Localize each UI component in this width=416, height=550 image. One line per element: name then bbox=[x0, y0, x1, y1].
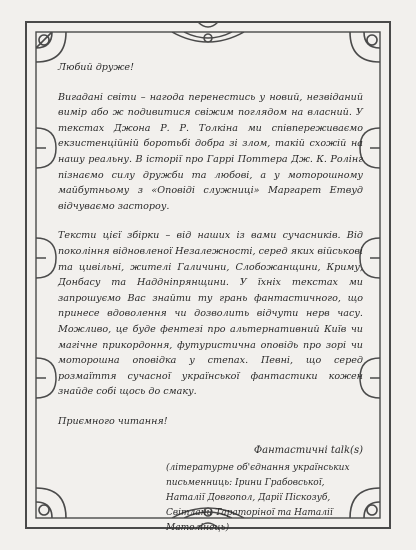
letter-closing: Приємного читання! bbox=[58, 415, 168, 427]
letter-paragraph-2: Тексти цієї збірки – від наших із вами сучасників. Від покоління відновленої Незалежності, серед яких військові та цивільні, жителі Галичини, Слобожанщини, Криму, Донбасу та Наддніпрянщини. У їхніх текстах ми запрошуємо Вас знайти ту грань фантастичного, що принесе вдоволення чи дозволить відчути нерв часу. Можливо, це буде фентезі про альтернативний Київ чи магічне прикордоння, футуристична оповідь про зорі чи моторошна оповідка у степах. Певні, що серед розмаїття сучасної української фантастики кожен знайде собі щось до смаку. bbox=[58, 230, 363, 398]
letter-signature: Фантастичні talk(s) bbox=[253, 445, 363, 457]
letter-paragraph-1: Вигадані світи – нагода перенестись у новий, незвіданий вимір або ж подивитися свіжим поглядом на власний. У текстах Джона Р. Р. Толкіна ми співпереживаємо екзистенційній боротьбі добра зі злом, такій схожій на нашу реальну. В історії про Гаррі Поттера Дж. К. Ролінг пізнаємо силу дружби та любові, а у моторошному майбутньому з «Оповіді служниці» Маргарет Етвуд відчуваємо застороу. bbox=[58, 91, 363, 212]
letter-greeting: Любий друже! bbox=[58, 62, 134, 73]
letter-body bbox=[58, 60, 363, 536]
letter-signature-note: (літературне об'єднання українських письменниць: Ірини Грабовської, Наталії Довгопол, Дарії Піскозуб, Світлани Тараторіної та Наталії Матолінець) bbox=[166, 463, 350, 534]
